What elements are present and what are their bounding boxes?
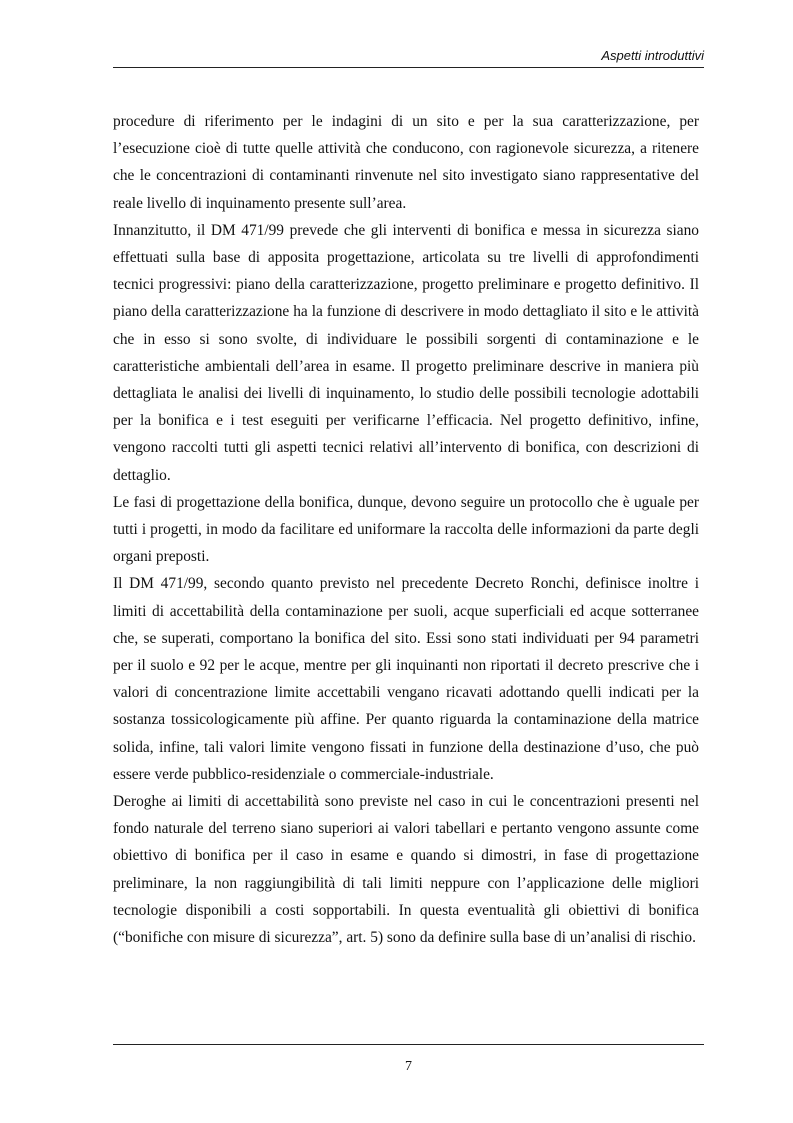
paragraph-continuation: procedure di riferimento per le indagini di un sito e per la sua caratterizzazione, per l’esecuzione cioè di tutte quelle attività che conducono, con ragionevole sicurezza, a ritenere che le concentrazioni di contaminanti rinvenute nel sito investigato siano rappresentative del reale livello di inquinamento presente sull’area. xyxy=(113,113,699,212)
page-footer xyxy=(113,1044,704,1074)
paragraph-deroghe: Deroghe ai limiti di accettabilità sono previste nel caso in cui le concentrazioni presenti nel fondo naturale del terreno siano superiori ai valori tabellari e pertanto vengono assunte come obiettivo di bonifica per il caso in esame e quando si dimostri, in fase di progettazione preliminare, la non raggiungibilità di tali limiti neppure con l’applicazione delle migliori tecnologie disponibili a costi sopportabili. In questa eventualità gli obiettivi di bonifica (“bonifiche con misure di sicurezza”, art. 5) sono da definire sulla base di un’analisi di rischio. xyxy=(113,793,699,947)
paragraph-limiti-accettabilita: Il DM 471/99, secondo quanto previsto nel precedente Decreto Ronchi, definisce inoltre i limiti di accettabilità della contaminazione per suoli, acque superficiali ed acque sotterranee che, se superati, comportano la bonifica del sito. Essi sono stati individuati per 94 parametri per il suolo e 92 per le acque, mentre per gli inquinanti non riportati il decreto prescrive che i valori di concentrazione limite accettabili vengano ricavati adottando quelli indicati per la sostanza tossicologicamente più affine. Per quanto riguarda la contaminazione della matrice solida, infine, tali valori limite vengono fissati in funzione della destinazione d’uso, che può essere verde pubblico-residenziale o commerciale-industriale. xyxy=(113,575,699,783)
paragraph-dm-47199-progettazione: Innanzitutto, il DM 471/99 prevede che gli interventi di bonifica e messa in sicurezza siano effettuati sulla base di apposita progettazione, articolata su tre livelli di approfondimenti tecnici progressivi: piano della caratterizzazione, progetto preliminare e progetto definitivo. Il piano della caratterizzazione ha la funzione di descrivere in modo dettagliato il sito e le attività che in esso si sono svolte, di individuare le possibili sorgenti di contaminazione e le caratteristiche ambientali dell’area in esame. Il progetto preliminare descrive in maniera più dettagliata le analisi dei livelli di inquinamento, lo studio delle possibili tecnologie adottabili per la bonifica e i test eseguiti per verificarne l’efficacia. Nel progetto definitivo, infine, vengono raccolti tutti gli aspetti tecnici relativi all’intervento di bonifica, con descrizioni di dettaglio. xyxy=(113,221,699,484)
running-header-title: Aspetti introduttivi xyxy=(601,48,704,63)
paragraph-fasi-progettazione: Le fasi di progettazione della bonifica, dunque, devono seguire un protocollo che è uguale per tutti i progetti, in modo da facilitare ed uniformare la raccolta delle informazioni da parte degli organi preposti. xyxy=(113,493,699,566)
page-header xyxy=(113,44,704,68)
document-body xyxy=(113,108,699,951)
page-number: 7 xyxy=(405,1059,412,1074)
